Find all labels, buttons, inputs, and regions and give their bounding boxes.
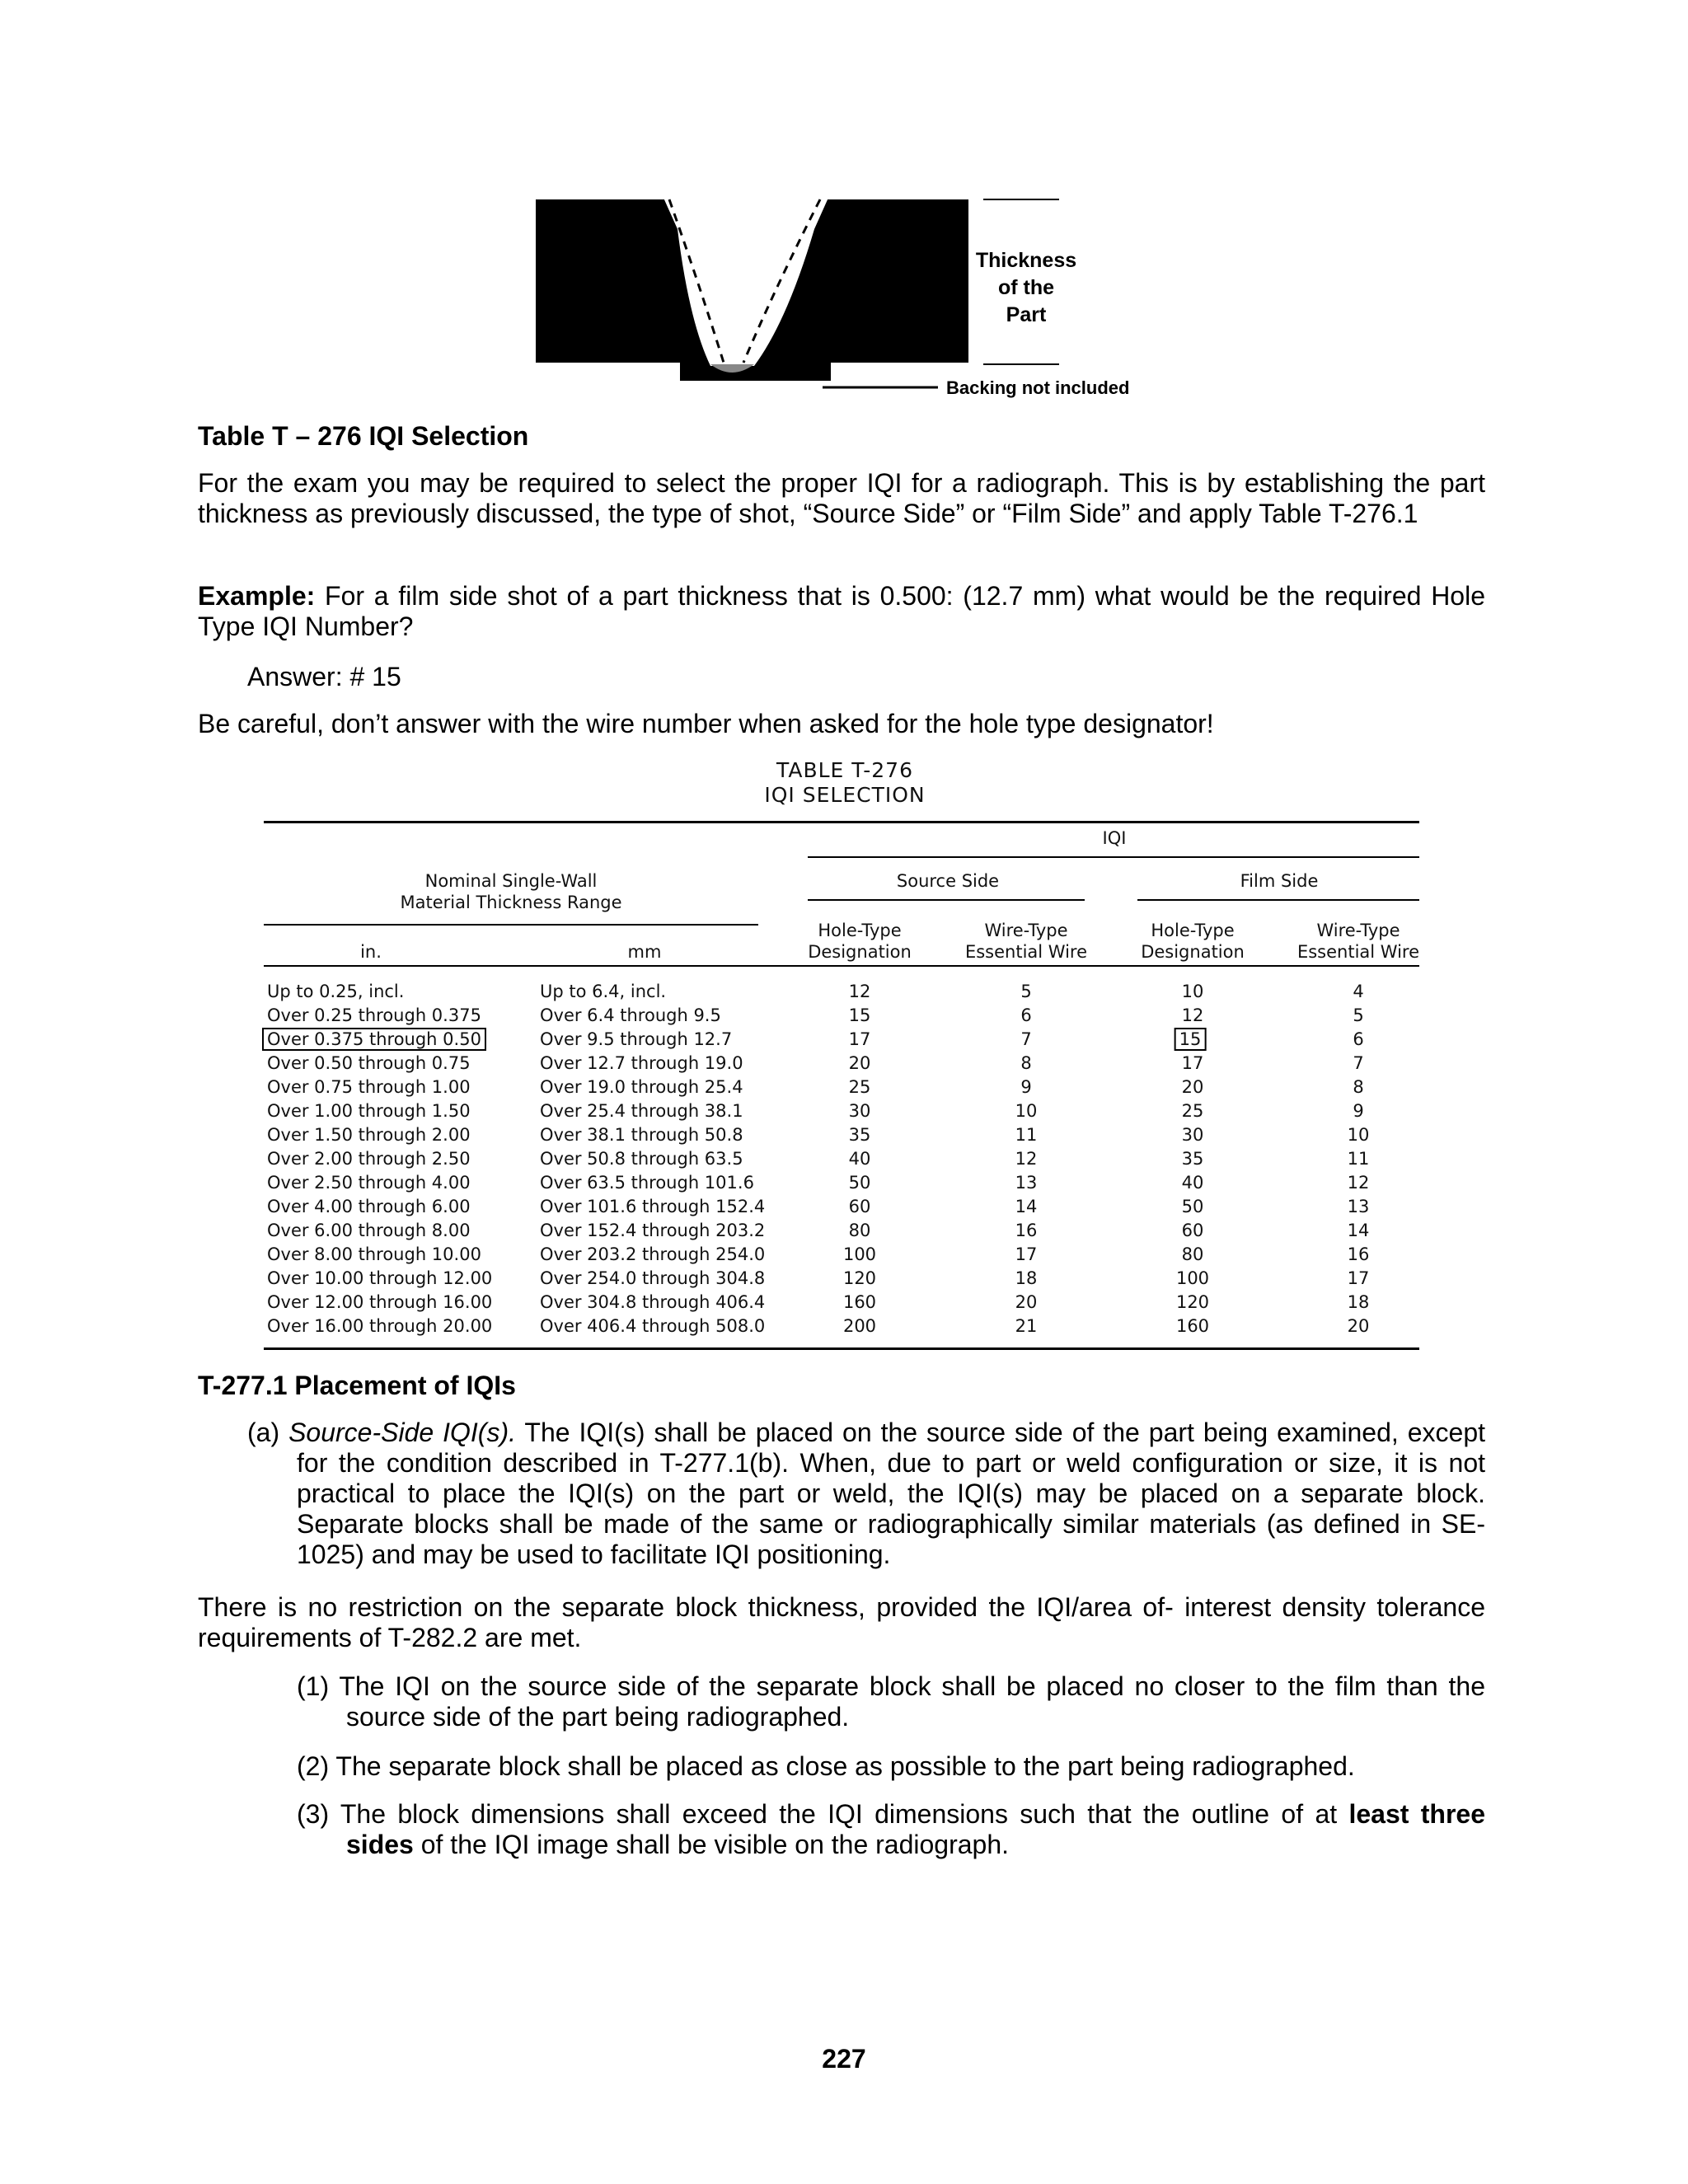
cell-src-hole: 30: [848, 1101, 871, 1121]
iqi-selection-table: [264, 758, 1426, 1360]
cell-film-hole: 10: [1181, 982, 1204, 1001]
list-item-2: (2) The separate block shall be placed as close as possible to the part being radiographed.: [297, 1751, 1355, 1781]
section-heading: Table T – 276 IQI Selection: [198, 421, 529, 451]
cell-film-hole: 17: [1181, 1053, 1204, 1073]
cell-src-hole: 15: [848, 1005, 871, 1025]
header-source-side: Source Side: [896, 871, 1000, 891]
cell-mm: Up to 6.4, incl.: [540, 982, 667, 1001]
cell-src-hole: 80: [848, 1221, 871, 1240]
cell-film-hole: 40: [1181, 1173, 1204, 1193]
cell-mm: Over 25.4 through 38.1: [540, 1101, 743, 1121]
header-src-wire: Wire-Type: [984, 921, 1068, 940]
film-side-rule: [1137, 899, 1419, 901]
cell-mm: Over 101.6 through 152.4: [540, 1197, 766, 1216]
answer-text: Answer: # 15: [247, 662, 401, 691]
cell-src-hole: 25: [848, 1077, 871, 1097]
header-src-hole: Hole-Type: [818, 921, 902, 940]
cell-film-hole: 100: [1175, 1268, 1210, 1288]
cell-in: Over 12.00 through 16.00: [267, 1292, 493, 1312]
cell-film-hole: 25: [1181, 1101, 1204, 1121]
cell-in: Over 2.50 through 4.00: [267, 1173, 471, 1193]
item-a-title: Source-Side IQI(s).: [288, 1418, 517, 1447]
cell-src-wire: 5: [1020, 982, 1032, 1001]
cell-film-hole: 12: [1181, 1005, 1204, 1025]
example-label: Example:: [198, 581, 316, 611]
header-nominal: Nominal Single-Wall: [424, 871, 598, 891]
cell-mm: Over 38.1 through 50.8: [540, 1125, 743, 1145]
cell-in: Over 6.00 through 8.00: [267, 1221, 471, 1240]
cell-film-wire: 12: [1347, 1173, 1370, 1193]
cell-film-wire: 9: [1353, 1101, 1364, 1121]
item-a-prefix: (a): [247, 1418, 289, 1447]
cell-film-hole: 50: [1181, 1197, 1204, 1216]
item3-text: (3) The block dimensions shall exceed the IQI dimensions such that the outline of at: [297, 1799, 1349, 1829]
cell-in: Over 8.00 through 10.00: [267, 1244, 481, 1264]
cell-mm: Over 63.5 through 101.6: [540, 1173, 754, 1193]
header-iqi: IQI: [1102, 828, 1127, 848]
cell-src-wire: 13: [1015, 1173, 1038, 1193]
cell-src-wire: 10: [1015, 1101, 1038, 1121]
cell-mm: Over 406.4 through 508.0: [540, 1316, 766, 1336]
cell-film-wire: 10: [1347, 1125, 1370, 1145]
cell-src-hole: 60: [848, 1197, 871, 1216]
cell-film-wire: 13: [1347, 1197, 1370, 1216]
header-film-wire: Essential Wire: [1296, 942, 1420, 962]
cell-film-hole: 160: [1175, 1316, 1210, 1336]
cell-film-wire: 8: [1353, 1077, 1364, 1097]
cell-film-hole: 20: [1181, 1077, 1204, 1097]
header-in: in.: [360, 942, 382, 962]
header-film-side: Film Side: [1240, 871, 1319, 891]
cell-mm: Over 6.4 through 9.5: [540, 1005, 721, 1025]
header-nominal: Material Thickness Range: [400, 893, 622, 912]
highlight-box: Over 0.375 through 0.50: [262, 1028, 486, 1051]
cell-src-wire: 9: [1020, 1077, 1032, 1097]
weld-thickness-figure: [528, 190, 1154, 404]
cell-src-hole: 50: [848, 1173, 871, 1193]
cell-film-wire: 11: [1347, 1149, 1370, 1169]
cell-src-hole: 20: [848, 1053, 871, 1073]
section-heading: T-277.1 Placement of IQIs: [198, 1371, 516, 1400]
cell-mm: Over 304.8 through 406.4: [540, 1292, 766, 1312]
cell-src-wire: 17: [1015, 1244, 1038, 1264]
thickness-label-line: Thickness: [975, 249, 1077, 272]
cell-film-wire: 20: [1347, 1316, 1370, 1336]
cell-in: Over 4.00 through 6.00: [267, 1197, 471, 1216]
cell-src-wire: 16: [1015, 1221, 1038, 1240]
list-item-1: (1) The IQI on the source side of the separate block shall be placed no closer to the film than the source side of the part being radiographed.: [297, 1671, 1485, 1732]
cell-film-wire: 6: [1353, 1029, 1364, 1049]
thickness-label-line: of the: [997, 276, 1055, 299]
cell-src-hole: 35: [848, 1125, 871, 1145]
table-title: TABLE T-276: [776, 758, 913, 782]
restriction-paragraph: There is no restriction on the separate block thickness, provided the IQI/area of- interest density tolerance requirements of T-282.2 are met.: [198, 1592, 1485, 1652]
cell-src-wire: 12: [1015, 1149, 1038, 1169]
cell-src-hole: 160: [842, 1292, 877, 1312]
backing-label: Backing not included: [946, 377, 1130, 398]
cell-in: Over 10.00 through 12.00: [267, 1268, 493, 1288]
thickness-label-line: Part: [1006, 303, 1047, 326]
cell-in: Over 0.50 through 0.75: [267, 1053, 471, 1073]
cell-film-wire: 18: [1347, 1292, 1370, 1312]
table-bottom-rule: [264, 1347, 1419, 1350]
cell-film-wire: 7: [1353, 1053, 1364, 1073]
caution-text: Be careful, don’t answer with the wire number when asked for the hole type designator!: [198, 709, 1214, 738]
source-side-rule: [808, 899, 1085, 901]
item3-text: of the IQI image shall be visible on the radiograph.: [413, 1830, 1010, 1859]
cell-src-wire: 18: [1015, 1268, 1038, 1288]
cell-src-wire: 7: [1020, 1029, 1032, 1049]
cell-film-hole-highlighted: [1179, 1029, 1207, 1050]
cell-film-hole: 60: [1181, 1221, 1204, 1240]
item3-emphasis: least three sides: [346, 1799, 1486, 1859]
cell-src-wire: 20: [1015, 1292, 1038, 1312]
nominal-rule: [264, 924, 758, 926]
cell-film-wire: 14: [1347, 1221, 1370, 1240]
cell-film-hole: 80: [1181, 1244, 1204, 1264]
page-number: 227: [822, 2044, 866, 2074]
cell-film-wire: 17: [1347, 1268, 1370, 1288]
cell-in: Over 1.50 through 2.00: [267, 1125, 471, 1145]
cell-film-wire: 16: [1347, 1244, 1370, 1264]
header-film-wire: Wire-Type: [1316, 921, 1400, 940]
cell-film-hole: 35: [1181, 1149, 1204, 1169]
cell-src-hole: 100: [842, 1244, 877, 1264]
intro-paragraph: For the exam you may be required to select the proper IQI for a radiograph. This is by establishing the part thickness as previously discussed, the type of shot, “Source Side” or “Film Side” and apply Table T-276.1: [198, 468, 1485, 528]
header-src-wire: Essential Wire: [964, 942, 1088, 962]
cell-src-wire: 14: [1015, 1197, 1038, 1216]
cell-src-hole: 120: [842, 1268, 877, 1288]
cell-in: Up to 0.25, incl.: [267, 982, 405, 1001]
cell-mm: Over 19.0 through 25.4: [540, 1077, 743, 1097]
cell-mm: Over 152.4 through 203.2: [540, 1221, 766, 1240]
header-bottom-rule: [264, 965, 1419, 967]
cell-mm: Over 50.8 through 63.5: [540, 1149, 743, 1169]
iqi-rule: [808, 856, 1419, 858]
cell-in: Over 0.75 through 1.00: [267, 1077, 471, 1097]
highlight-box: 15: [1175, 1028, 1207, 1051]
cell-src-wire: 8: [1020, 1053, 1032, 1073]
cell-in: Over 0.25 through 0.375: [267, 1005, 481, 1025]
cell-in: Over 1.00 through 1.50: [267, 1101, 471, 1121]
example-paragraph: [198, 581, 1485, 642]
item-a-paragraph: [247, 1418, 1485, 1570]
cell-in-highlighted: [267, 1029, 486, 1050]
cell-in: Over 16.00 through 20.00: [267, 1316, 493, 1336]
cell-film-hole: 120: [1175, 1292, 1210, 1312]
cell-mm: Over 12.7 through 19.0: [540, 1053, 743, 1073]
cell-mm: Over 203.2 through 254.0: [540, 1244, 766, 1264]
cell-in: Over 2.00 through 2.50: [267, 1149, 471, 1169]
table-top-rule: [264, 821, 1419, 823]
header-src-hole: Designation: [808, 942, 912, 962]
item-a-text: The IQI(s) shall be placed on the source side of the part being examined, except for the condition described in T-277.1(b). When, due to part or weld configuration or size, it is not practical to place the IQI(s) on the part or weld, the IQI(s) may be placed on a separate block. Separate blocks shall be made of the same or radiographically similar materials (as defined in SE-1025) and may be used to facilitate IQI positioning.: [297, 1418, 1486, 1569]
thickness-label: [973, 247, 1080, 329]
cell-src-hole: 12: [848, 982, 871, 1001]
cell-src-wire: 21: [1015, 1316, 1038, 1336]
cell-mm: Over 9.5 through 12.7: [540, 1029, 733, 1049]
cell-mm: Over 254.0 through 304.8: [540, 1268, 766, 1288]
cell-src-hole: 40: [848, 1149, 871, 1169]
cell-src-hole: 17: [848, 1029, 871, 1049]
cell-src-wire: 6: [1020, 1005, 1032, 1025]
cell-film-wire: 4: [1353, 982, 1364, 1001]
list-item-3: [297, 1799, 1485, 1860]
cell-film-hole: 30: [1181, 1125, 1204, 1145]
cell-film-wire: 5: [1353, 1005, 1364, 1025]
header-mm: mm: [627, 942, 662, 962]
table-subtitle: IQI SELECTION: [764, 783, 926, 807]
cell-src-wire: 11: [1015, 1125, 1038, 1145]
cell-src-hole: 200: [842, 1316, 877, 1336]
example-text: For a film side shot of a part thickness that is 0.500: (12.7 mm) what would be the required Hole Type IQI Number?: [198, 581, 1485, 641]
header-film-hole: Hole-Type: [1151, 921, 1235, 940]
header-film-hole: Designation: [1141, 942, 1245, 962]
